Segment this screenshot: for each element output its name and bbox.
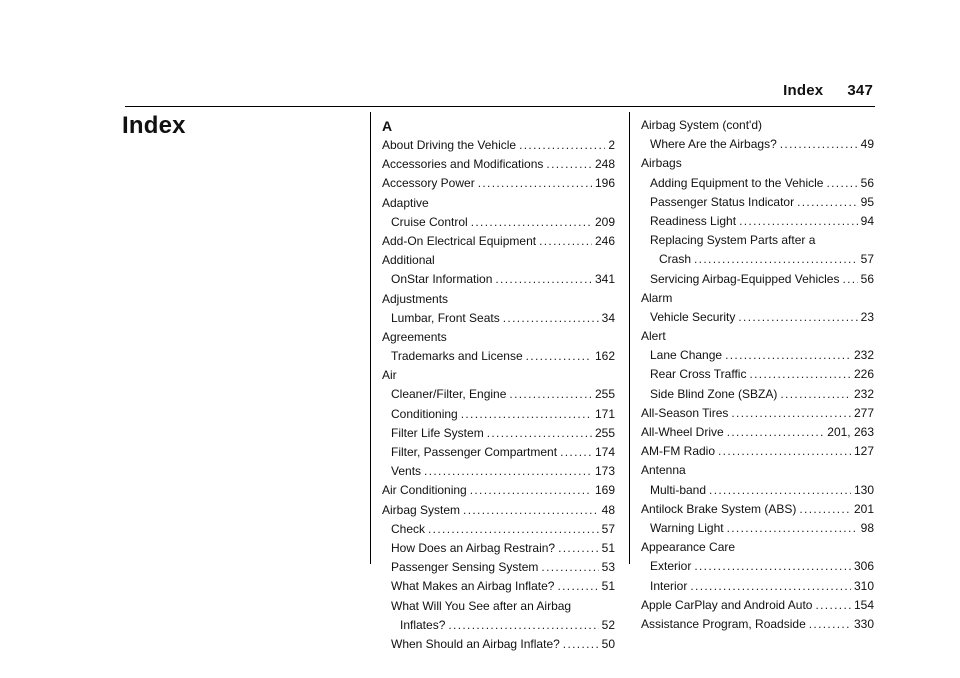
leader-dots [526,347,592,366]
entry-text: Antilock Brake System (ABS) [641,501,797,516]
leader-dots [471,213,592,232]
entry-text: Multi-band [650,482,707,497]
leader-dots [557,577,598,596]
leader-dots [842,270,857,289]
leader-dots [725,346,851,365]
leader-dots [694,557,851,576]
index-entry [382,481,615,500]
entry-text: Passenger Sensing System [391,560,539,575]
index-entry [641,557,874,576]
entry-text: OnStar Information [391,272,493,287]
index-entry [641,615,874,634]
page-title: Index [122,112,186,139]
leader-dots [749,365,851,384]
entry-text: Lumbar, Front Seats [391,310,500,325]
page-ref: 232 [853,348,874,363]
header-divider [125,106,875,107]
leader-dots [738,308,857,327]
index-entry [641,135,874,154]
leader-dots [826,174,857,193]
entry-text: Cleaner/Filter, Engine [391,387,507,402]
index-entry [382,424,615,443]
entry-text: Trademarks and License [391,349,523,364]
leader-dots [448,616,598,635]
index-entry [382,616,615,635]
entry-text: Lane Change [650,348,723,363]
page-ref: 49 [860,137,874,152]
index-entry [641,270,874,289]
index-entry [382,136,615,155]
leader-dots [495,270,592,289]
index-column-2 [641,116,874,634]
page-ref: 57 [860,252,874,267]
entry-text: Antenna [641,463,686,478]
entry-text: Servicing Airbag-Equipped Vehicles [650,271,840,286]
index-heading [382,194,615,213]
entry-text: When Should an Airbag Inflate? [391,636,560,651]
entry-text: Exterior [650,559,692,574]
index-heading [382,597,615,616]
entry-text: Air [382,368,397,383]
index-heading [382,328,615,347]
entry-text: Filter Life System [391,425,484,440]
leader-dots [799,500,851,519]
page-ref: 232 [853,386,874,401]
entry-text: Alarm [641,290,673,305]
page-ref: 169 [594,483,615,498]
index-heading [641,538,874,557]
entry-text: Agreements [382,329,447,344]
page-ref: 51 [601,540,615,555]
entry-text: Accessories and Modifications [382,157,544,172]
page-ref: 130 [853,482,874,497]
leader-dots [478,174,592,193]
index-entry [382,558,615,577]
index-entry [382,539,615,558]
entry-text: Adding Equipment to the Vehicle [650,175,824,190]
entry-text: AM-FM Radio [641,444,716,459]
header-page-number: 347 [847,82,873,99]
entry-text: Accessory Power [382,176,475,191]
entry-text: Air Conditioning [382,483,467,498]
entry-text: Side Blind Zone (SBZA) [650,386,778,401]
entry-text: Replacing System Parts after a [650,233,816,248]
entry-text: Conditioning [391,406,458,421]
index-entry [641,577,874,596]
index-entry [382,174,615,193]
page-ref: 2 [608,138,615,152]
index-entry [382,405,615,424]
index-letter: A [382,118,393,134]
index-column-1 [382,116,615,654]
index-entry [641,404,874,423]
leader-dots [739,212,858,231]
page-ref: 201 [853,501,874,516]
index-entry [382,462,615,481]
index-entry [382,309,615,328]
index-entry [382,232,615,251]
page-ref: 201, 263 [827,425,874,439]
index-entry [382,501,615,520]
entry-text: Airbag System [382,502,461,517]
entry-text: Warning Light [650,520,724,535]
entry-text: Check [391,521,426,536]
page-ref: 310 [853,578,874,593]
leader-dots [560,443,592,462]
leader-dots [694,250,858,269]
index-heading [641,231,874,250]
page-ref: 171 [594,406,615,421]
leader-dots [709,481,851,500]
entry-text: All-Wheel Drive [641,425,724,439]
entry-text: Inflates? [400,617,446,632]
page-ref: 98 [860,520,874,535]
index-heading [641,116,874,135]
column-divider [370,112,371,564]
leader-dots [428,520,599,539]
page-ref: 330 [853,616,874,631]
index-entry [382,520,615,539]
page-ref: 127 [853,444,874,459]
leader-dots [780,135,858,154]
header-section: Index [783,82,824,99]
leader-dots [461,405,592,424]
index-heading [382,366,615,385]
index-heading [641,154,874,173]
leader-dots [424,462,592,481]
leader-dots [690,577,851,596]
leader-dots [727,519,858,538]
entry-text: Where Are the Airbags? [650,137,777,152]
index-entry [382,155,615,174]
page-ref: 56 [860,271,874,286]
page-ref: 56 [860,175,874,190]
page-ref: 154 [853,597,874,612]
leader-dots [563,635,599,654]
page-ref: 51 [601,579,615,594]
entry-text: Cruise Control [391,214,468,229]
index-heading [641,461,874,480]
page-ref: 94 [860,213,874,228]
leader-dots [519,136,605,155]
entry-text: Readiness Light [650,213,737,228]
page-header [783,82,873,99]
entry-text: What Makes an Airbag Inflate? [391,579,555,594]
index-entry [382,385,615,404]
index-entry [641,174,874,193]
index-entry [641,385,874,404]
index-entry [641,423,874,442]
leader-dots [727,423,825,442]
entry-text: Assistance Program, Roadside [641,616,806,631]
leader-dots [731,404,851,423]
entry-text: Passenger Status Indicator [650,194,795,209]
index-entry [641,481,874,500]
page-ref: 174 [594,445,615,459]
page-ref: 95 [860,194,874,209]
leader-dots [487,424,592,443]
page-ref: 34 [601,310,615,325]
entry-text: Add-On Electrical Equipment [382,233,537,248]
page-ref: 277 [853,405,874,420]
entry-text: All-Season Tires [641,405,729,420]
entry-text: Airbags [641,156,682,171]
index-heading [641,327,874,346]
leader-dots [539,232,592,251]
leader-dots [470,481,592,500]
entry-text: Adaptive [382,195,429,210]
entry-text: Airbag System (cont'd) [641,118,763,132]
leader-dots [797,193,858,212]
index-entry [641,519,874,538]
entry-text: Rear Cross Traffic [650,367,747,382]
entry-text: Additional [382,253,435,268]
page-ref: 48 [601,502,615,517]
entry-text: Appearance Care [641,540,736,555]
index-entry [641,250,874,269]
index-entry [382,213,615,232]
page-ref: 53 [601,560,615,575]
index-entry [382,443,615,462]
leader-dots [780,385,851,404]
index-entry [641,346,874,365]
index-entry [641,596,874,615]
index-entry [382,635,615,654]
entry-text: How Does an Airbag Restrain? [391,540,556,555]
leader-dots [503,309,599,328]
leader-dots [718,442,851,461]
column-divider [629,112,630,564]
index-entry [641,500,874,519]
page-ref: 255 [594,425,615,440]
entry-text: Alert [641,329,666,344]
index-entry [382,270,615,289]
page-ref: 52 [601,617,615,632]
page-ref: 23 [860,309,874,324]
leader-dots [809,615,851,634]
index-entry [641,212,874,231]
leader-dots [509,385,592,404]
entry-text: About Driving the Vehicle [382,138,517,152]
index-entry [641,308,874,327]
page-ref: 226 [853,367,874,382]
entry-text: Interior [650,578,688,593]
leader-dots [815,596,851,615]
leader-dots [541,558,598,577]
leader-dots [558,539,599,558]
page-ref: 248 [594,157,615,172]
index-entry [641,442,874,461]
leader-dots [546,155,592,174]
index-heading [382,290,615,309]
page-ref: 196 [594,176,615,191]
index-entry [641,193,874,212]
page-ref: 57 [601,521,615,536]
entry-text: What Will You See after an Airbag [391,598,572,613]
index-entry [382,577,615,596]
entry-text: Crash [659,252,692,267]
index-entry [382,347,615,366]
index-heading [641,289,874,308]
page-ref: 50 [601,636,615,651]
page-ref: 209 [594,214,615,229]
leader-dots [463,501,599,520]
page-ref: 255 [594,387,615,402]
index-heading [382,251,615,270]
page-ref: 306 [853,559,874,574]
entry-text: Vehicle Security [650,309,736,324]
page-ref: 341 [594,272,615,287]
index-entry [641,365,874,384]
entry-text: Filter, Passenger Compartment [391,445,558,459]
entry-text: Apple CarPlay and Android Auto [641,597,813,612]
page-ref: 162 [594,349,615,364]
entry-text: Vents [391,464,422,479]
page-ref: 246 [594,233,615,248]
page-ref: 173 [594,464,615,479]
entry-text: Adjustments [382,291,449,306]
